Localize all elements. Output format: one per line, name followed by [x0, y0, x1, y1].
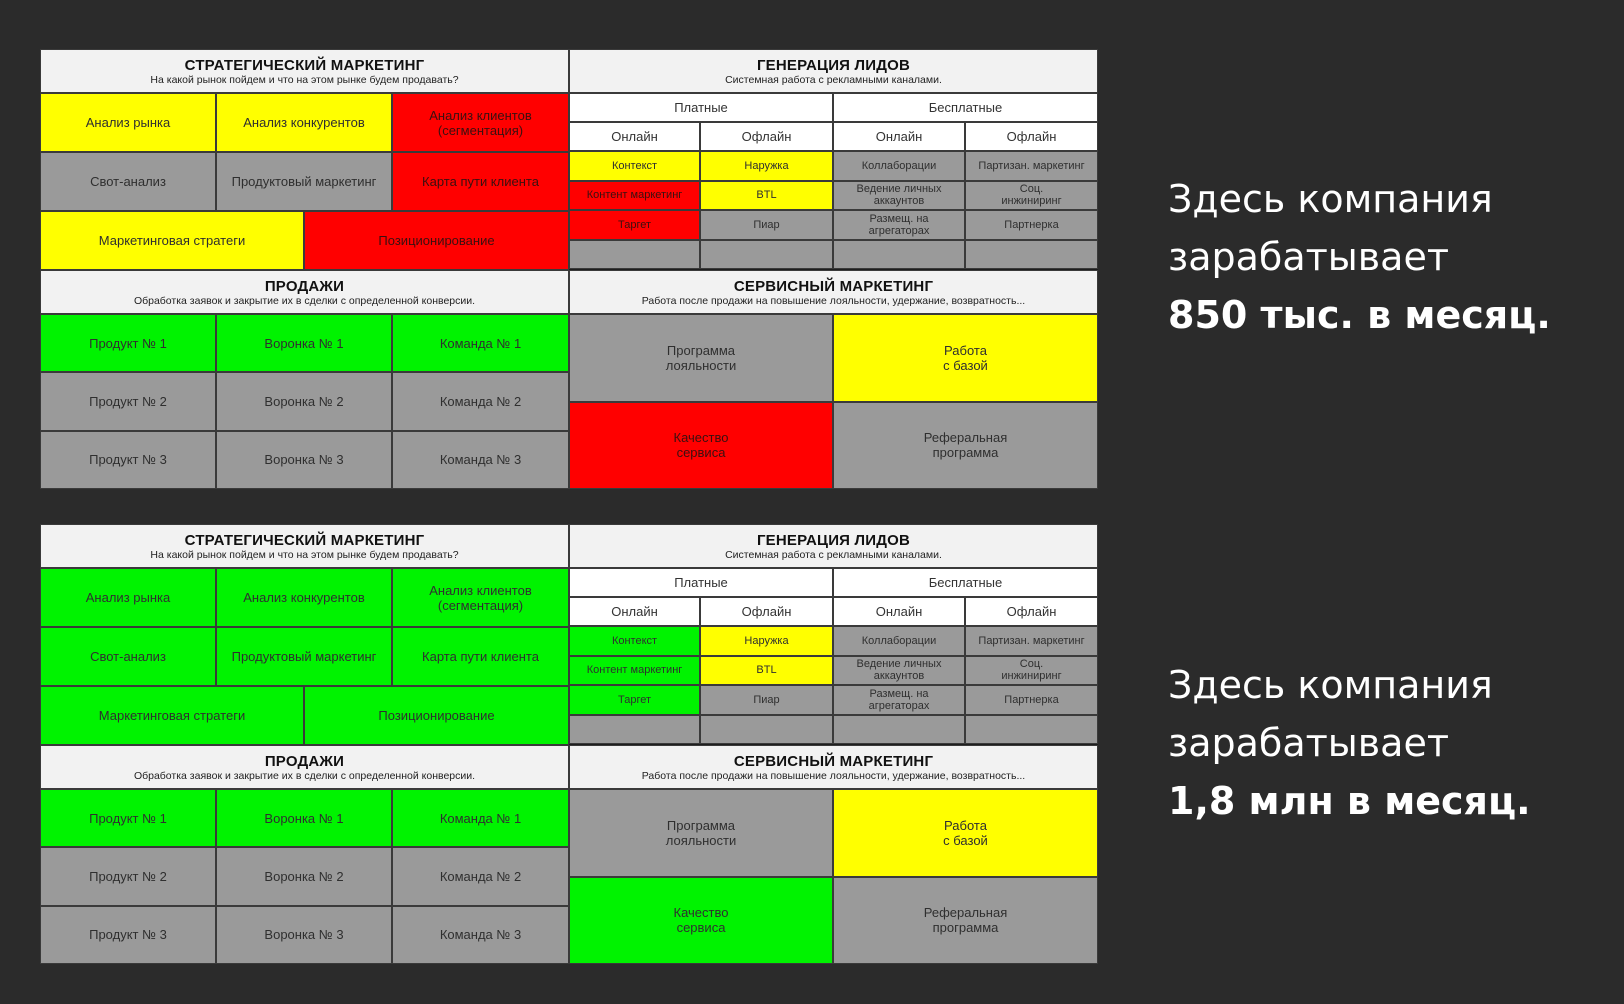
leads-paid-header: Платные — [569, 93, 833, 122]
leads-channel-header: Офлайн — [965, 597, 1098, 626]
leads-header-subtitle: Системная работа с рекламными каналами. — [725, 73, 942, 86]
service-cell: Программа лояльности — [569, 789, 833, 877]
marketing-board-2 — [40, 524, 1098, 964]
strategic-cell: Анализ рынка — [40, 93, 216, 152]
leads-cell: Контент маркетинг — [569, 656, 700, 686]
caption-revenue: 850 тыс. в месяц. — [1168, 293, 1551, 337]
service-cell: Работа с базой — [833, 789, 1098, 877]
sales-cell: Команда № 3 — [392, 431, 569, 489]
leads-cell: Размещ. на агрегаторах — [833, 210, 965, 240]
strategic-cell: Карта пути клиента — [392, 152, 569, 211]
leads-cell — [700, 715, 833, 745]
sales-cell: Воронка № 3 — [216, 431, 392, 489]
sales-header — [40, 745, 569, 789]
sales-cell: Воронка № 1 — [216, 314, 392, 372]
sales-cell: Команда № 2 — [392, 372, 569, 430]
leads-paid-header: Платные — [569, 568, 833, 597]
strategic-cell: Анализ клиентов (сегментация) — [392, 93, 569, 152]
sales-header-title: ПРОДАЖИ — [264, 752, 345, 770]
leads-free-header: Бесплатные — [833, 568, 1098, 597]
caption-line-2: зарабатывает — [1168, 235, 1449, 279]
leads-cell: Соц. инжиниринг — [965, 181, 1098, 211]
sales-header-title: ПРОДАЖИ — [264, 277, 345, 295]
leads-cell: Контент маркетинг — [569, 181, 700, 211]
strategic-header — [40, 49, 569, 93]
leads-channel-header: Онлайн — [833, 122, 965, 151]
leads-free-header: Бесплатные — [833, 93, 1098, 122]
leads-cell: Ведение личных аккаунтов — [833, 656, 965, 686]
leads-channel-header: Офлайн — [700, 122, 833, 151]
sales-cell: Команда № 2 — [392, 847, 569, 905]
sales-cell: Продукт № 1 — [40, 789, 216, 847]
leads-cell: BTL — [700, 656, 833, 686]
strategic-cell: Свот-анализ — [40, 152, 216, 211]
leads-cell: Партнерка — [965, 210, 1098, 240]
leads-header-title: ГЕНЕРАЦИЯ ЛИДОВ — [756, 531, 911, 549]
leads-cell: Наружка — [700, 626, 833, 656]
leads-header — [569, 49, 1098, 93]
service-cell: Реферальная программа — [833, 402, 1098, 490]
sales-header-subtitle: Обработка заявок и закрытие их в сделки с определенной конверсии. — [133, 294, 476, 307]
leads-cell — [569, 240, 700, 270]
leads-channel-header: Онлайн — [569, 597, 700, 626]
sales-cell: Продукт № 1 — [40, 314, 216, 372]
sales-cell: Воронка № 2 — [216, 372, 392, 430]
strategic-cell: Анализ клиентов (сегментация) — [392, 568, 569, 627]
sales-cell: Продукт № 3 — [40, 906, 216, 964]
leads-cell: Таргет — [569, 210, 700, 240]
leads-cell: Наружка — [700, 151, 833, 181]
strategic-header-subtitle: На какой рынок пойдем и что на этом рынке будем продавать? — [150, 548, 459, 561]
leads-cell: Партизан. маркетинг — [965, 151, 1098, 181]
leads-cell: Таргет — [569, 685, 700, 715]
leads-cell: Коллаборации — [833, 151, 965, 181]
leads-cell — [700, 240, 833, 270]
sales-header — [40, 270, 569, 314]
caption-line-1: Здесь компания — [1168, 663, 1493, 707]
leads-cell: Пиар — [700, 685, 833, 715]
sales-cell: Воронка № 2 — [216, 847, 392, 905]
strategic-header — [40, 524, 569, 568]
leads-cell: Партнерка — [965, 685, 1098, 715]
service-header-title: СЕРВИСНЫЙ МАРКЕТИНГ — [733, 752, 934, 770]
strategic-cell: Анализ рынка — [40, 568, 216, 627]
sales-cell: Продукт № 2 — [40, 847, 216, 905]
strategic-cell: Продуктовый маркетинг — [216, 152, 392, 211]
leads-cell — [965, 715, 1098, 745]
caption-revenue: 1,8 млн в месяц. — [1168, 779, 1531, 823]
sales-cell: Воронка № 3 — [216, 906, 392, 964]
service-header — [569, 745, 1098, 789]
leads-cell: Контекст — [569, 626, 700, 656]
caption-line-2: зарабатывает — [1168, 721, 1449, 765]
strategic-cell: Свот-анализ — [40, 627, 216, 686]
leads-channel-header: Онлайн — [833, 597, 965, 626]
leads-channel-header: Офлайн — [700, 597, 833, 626]
leads-channel-header: Офлайн — [965, 122, 1098, 151]
leads-cell — [965, 240, 1098, 270]
service-header-subtitle: Работа после продажи на повышение лояльности, удержание, возвратность... — [641, 769, 1026, 782]
leads-header-title: ГЕНЕРАЦИЯ ЛИДОВ — [756, 56, 911, 74]
service-cell: Качество сервиса — [569, 877, 833, 965]
sales-cell: Продукт № 3 — [40, 431, 216, 489]
leads-cell: Ведение личных аккаунтов — [833, 181, 965, 211]
strategic-cell: Маркетинговая стратеги — [40, 211, 304, 270]
leads-cell: Коллаборации — [833, 626, 965, 656]
service-cell: Программа лояльности — [569, 314, 833, 402]
sales-cell: Команда № 3 — [392, 906, 569, 964]
caption-2 — [1168, 656, 1531, 830]
strategic-cell: Карта пути клиента — [392, 627, 569, 686]
sales-cell: Воронка № 1 — [216, 789, 392, 847]
leads-cell — [833, 240, 965, 270]
strategic-header-title: СТРАТЕГИЧЕСКИЙ МАРКЕТИНГ — [184, 531, 425, 549]
leads-header-subtitle: Системная работа с рекламными каналами. — [725, 548, 942, 561]
service-cell: Качество сервиса — [569, 402, 833, 490]
leads-cell: Соц. инжиниринг — [965, 656, 1098, 686]
marketing-board-1 — [40, 49, 1098, 489]
service-header-subtitle: Работа после продажи на повышение лояльности, удержание, возвратность... — [641, 294, 1026, 307]
strategic-cell: Маркетинговая стратеги — [40, 686, 304, 745]
strategic-cell: Позиционирование — [304, 686, 569, 745]
service-cell: Реферальная программа — [833, 877, 1098, 965]
leads-cell: Партизан. маркетинг — [965, 626, 1098, 656]
caption-1 — [1168, 170, 1551, 344]
strategic-cell: Позиционирование — [304, 211, 569, 270]
leads-cell — [833, 715, 965, 745]
leads-cell: Контекст — [569, 151, 700, 181]
sales-cell: Команда № 1 — [392, 789, 569, 847]
leads-header — [569, 524, 1098, 568]
strategic-cell: Анализ конкурентов — [216, 568, 392, 627]
strategic-cell: Продуктовый маркетинг — [216, 627, 392, 686]
leads-cell: Пиар — [700, 210, 833, 240]
service-header — [569, 270, 1098, 314]
strategic-cell: Анализ конкурентов — [216, 93, 392, 152]
strategic-header-subtitle: На какой рынок пойдем и что на этом рынке будем продавать? — [150, 73, 459, 86]
sales-header-subtitle: Обработка заявок и закрытие их в сделки с определенной конверсии. — [133, 769, 476, 782]
leads-cell: Размещ. на агрегаторах — [833, 685, 965, 715]
sales-cell: Продукт № 2 — [40, 372, 216, 430]
leads-channel-header: Онлайн — [569, 122, 700, 151]
caption-line-1: Здесь компания — [1168, 177, 1493, 221]
strategic-header-title: СТРАТЕГИЧЕСКИЙ МАРКЕТИНГ — [184, 56, 425, 74]
leads-cell: BTL — [700, 181, 833, 211]
leads-cell — [569, 715, 700, 745]
service-cell: Работа с базой — [833, 314, 1098, 402]
sales-cell: Команда № 1 — [392, 314, 569, 372]
service-header-title: СЕРВИСНЫЙ МАРКЕТИНГ — [733, 277, 934, 295]
